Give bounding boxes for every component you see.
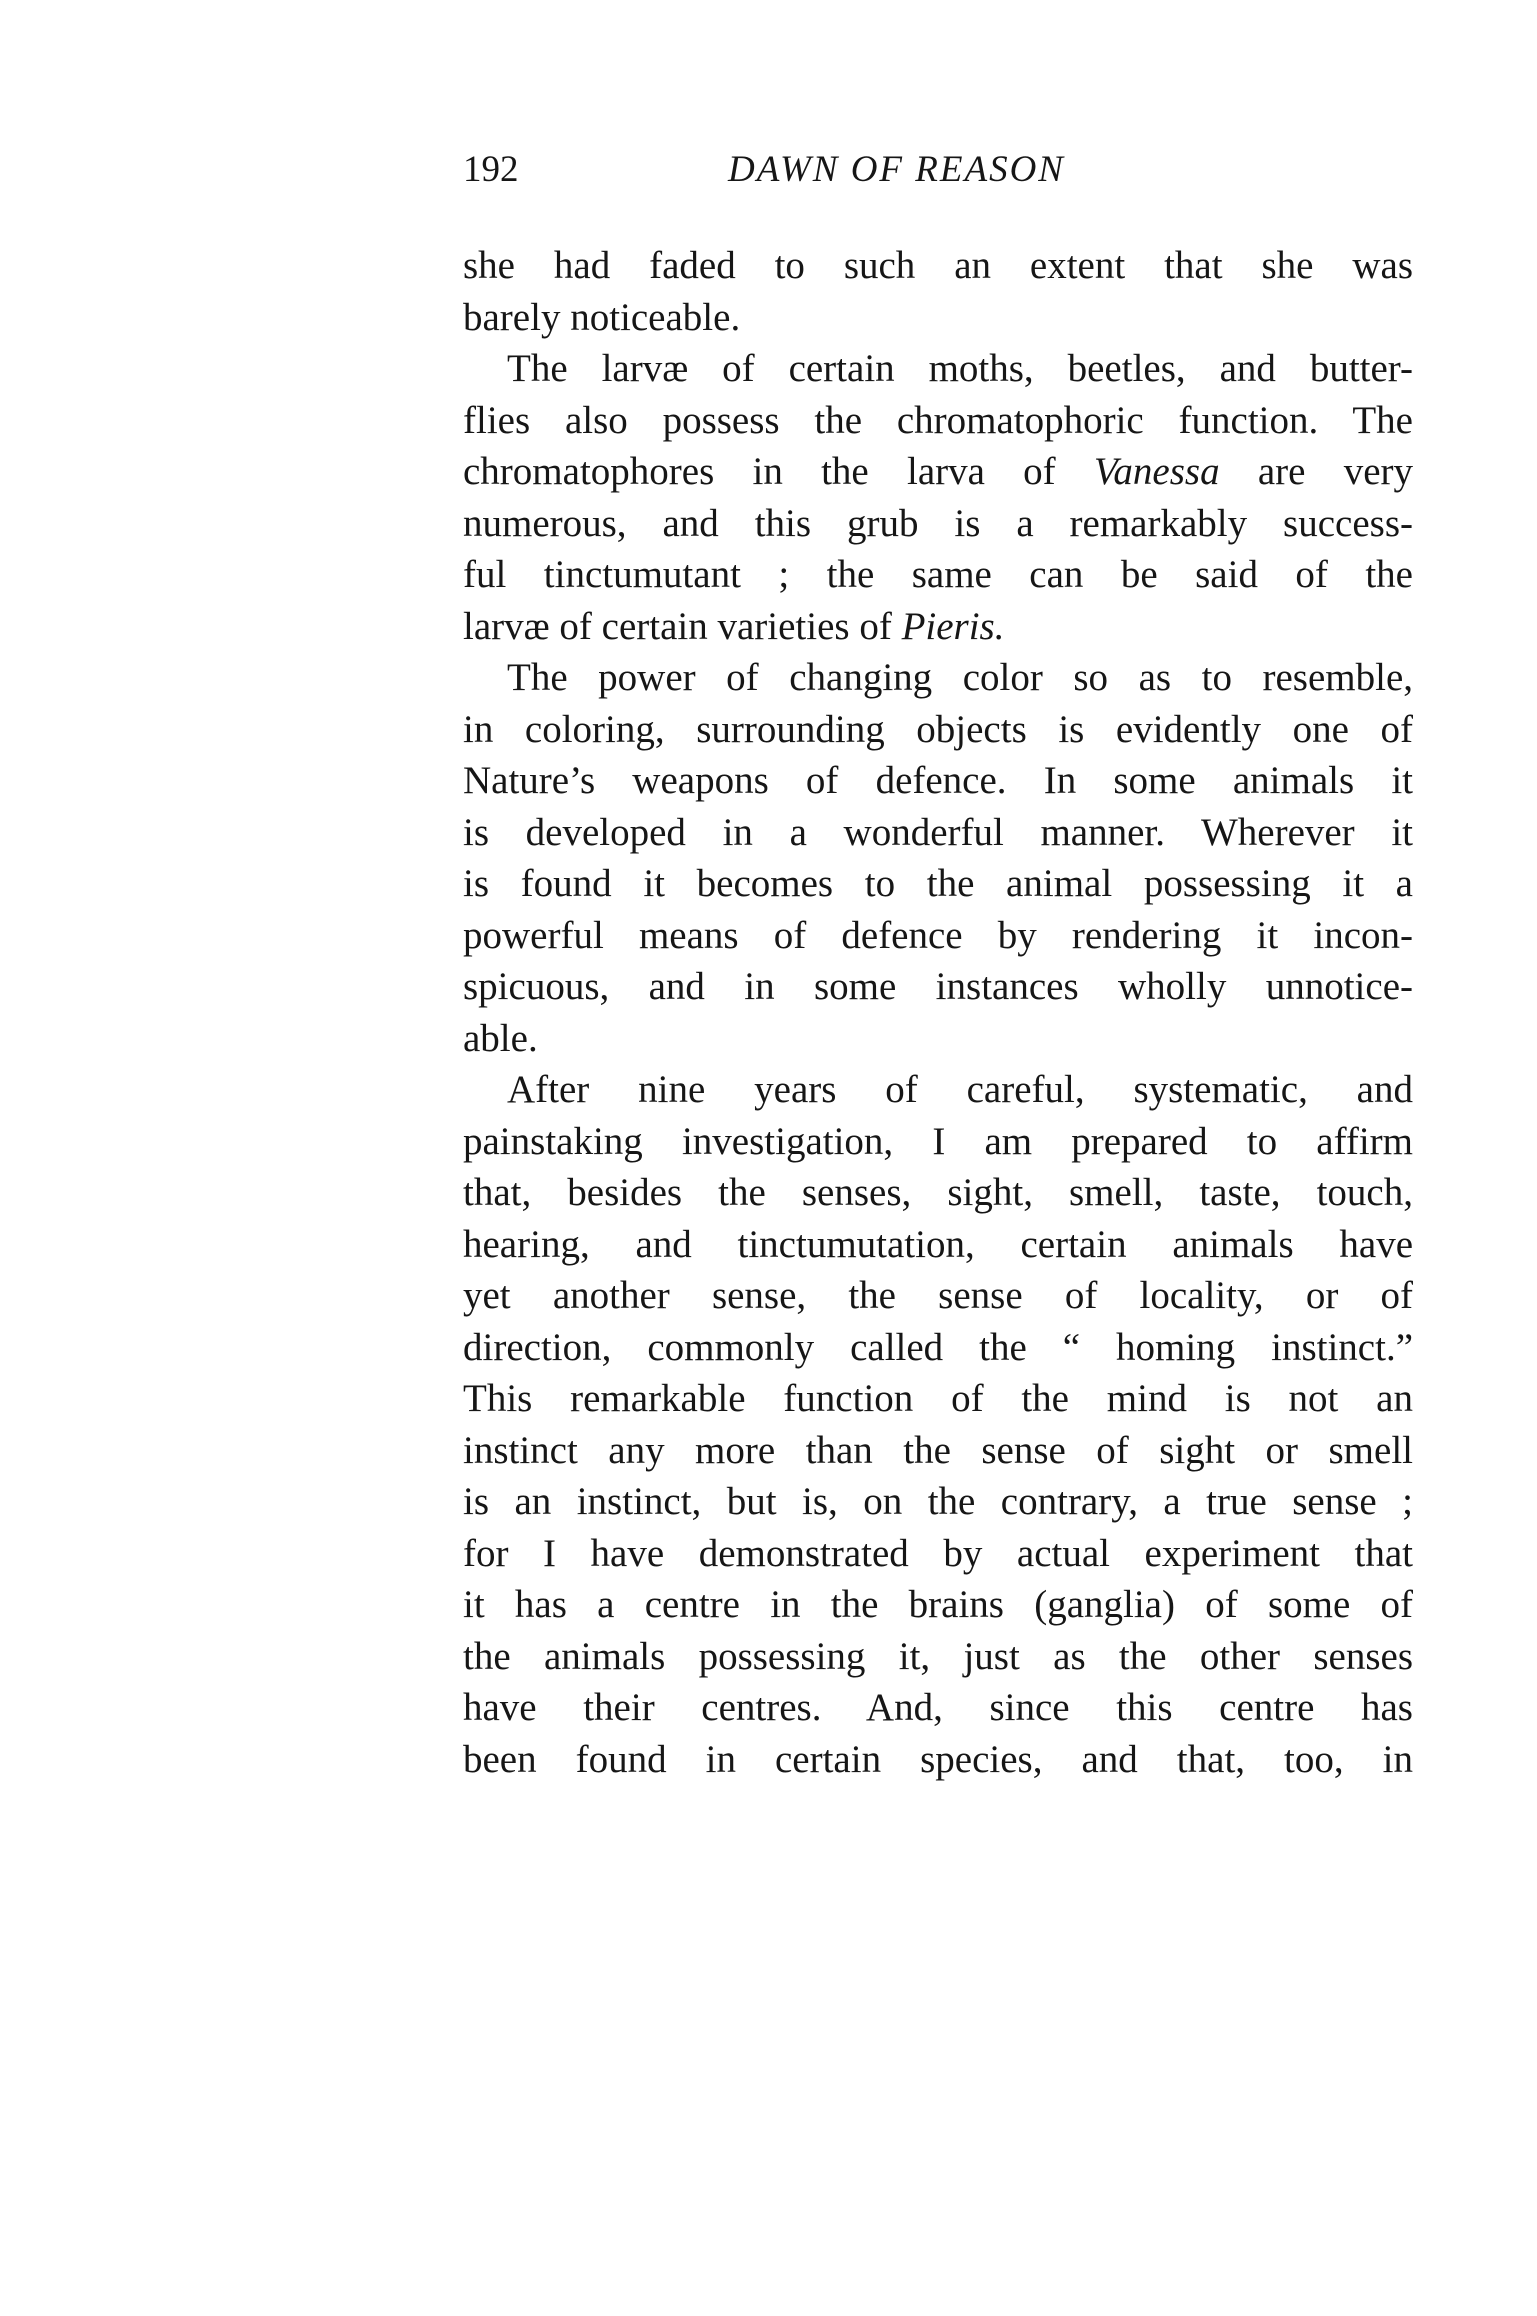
text-segment: barely noticeable. [463,295,741,339]
text-line [463,961,1413,1013]
running-header [463,148,1413,198]
text-line [463,1167,1413,1219]
text-line [463,910,1413,962]
text-segment: yet another sense, the sense of locality, or of [463,1274,1413,1317]
italic-term: Pieris. [901,604,1005,648]
body-text [463,240,1413,1785]
text-segment: The larvæ of certain moths, beetles, and butter- [507,347,1413,390]
text-segment: ful tinctumutant ; the same can be said of the [463,553,1413,596]
text-line [463,292,1413,344]
text-segment: direction, commonly called the “ homing instinct.” [463,1325,1413,1369]
text-line [463,1425,1413,1477]
text-segment: are very [1219,450,1413,493]
page-number: 192 [463,149,519,190]
text-line [463,704,1413,756]
text-segment: for I have demonstrated by actual experiment that [463,1531,1413,1575]
text-line [463,652,1413,704]
text-segment: spicuous, and in some instances wholly unnotice- [463,965,1413,1008]
text-line [463,549,1413,601]
text-line [463,1631,1413,1683]
text-segment: that, besides the senses, sight, smell, taste, touch, [463,1171,1413,1214]
text-segment: able. [463,1016,538,1060]
text-segment: in coloring, surrounding objects is evidently one of [463,707,1413,751]
running-title: DAWN OF REASON [728,149,1065,190]
text-line [463,1013,1413,1065]
text-segment: The power of changing color so as to resemble, [507,656,1413,699]
italic-term: Vanessa [1093,450,1220,493]
text-segment: larvæ of certain varieties of [463,604,902,648]
text-line [463,1219,1413,1271]
text-line [463,1270,1413,1322]
text-line [463,1734,1413,1786]
text-line [463,1682,1413,1734]
text-segment: flies also possess the chromatophoric function. The [463,398,1413,442]
text-line [463,1579,1413,1631]
text-line [463,240,1413,292]
text-line [463,858,1413,910]
text-segment: hearing, and tinctumutation, certain animals have [463,1222,1413,1266]
text-segment: have their centres. And, since this centre has [463,1686,1413,1729]
text-line [463,755,1413,807]
text-segment: instinct any more than the sense of sight or smell [463,1428,1413,1472]
text-segment: the animals possessing it, just as the other senses [463,1634,1413,1678]
text-segment: painstaking investigation, I am prepared to affirm [463,1119,1413,1163]
text-segment: is developed in a wonderful manner. Wherever it [463,810,1413,854]
text-segment: chromatophores in the larva of [463,450,1094,493]
text-segment: is found it becomes to the animal possessing it a [463,862,1413,905]
text-line [463,807,1413,859]
text-line [463,395,1413,447]
text-line [463,1528,1413,1580]
text-line [463,498,1413,550]
text-line [463,343,1413,395]
text-segment: powerful means of defence by rendering it incon- [463,913,1413,957]
text-segment: been found in certain species, and that, too, in [463,1737,1413,1781]
text-segment: After nine years of careful, systematic, and [507,1068,1413,1111]
text-line [463,1373,1413,1425]
text-segment: numerous, and this grub is a remarkably success- [463,501,1413,545]
text-segment: she had faded to such an extent that she was [463,244,1413,287]
text-segment: it has a centre in the brains (ganglia) of some of [463,1583,1413,1626]
text-line [463,446,1413,498]
text-line [463,1322,1413,1374]
text-segment: is an instinct, but is, on the contrary, a true sense ; [463,1480,1413,1523]
text-line [463,1116,1413,1168]
text-segment: Nature’s weapons of defence. In some animals it [463,759,1413,802]
text-line [463,1476,1413,1528]
text-segment: This remarkable function of the mind is not an [463,1377,1413,1420]
text-line [463,1064,1413,1116]
text-line [463,601,1413,653]
